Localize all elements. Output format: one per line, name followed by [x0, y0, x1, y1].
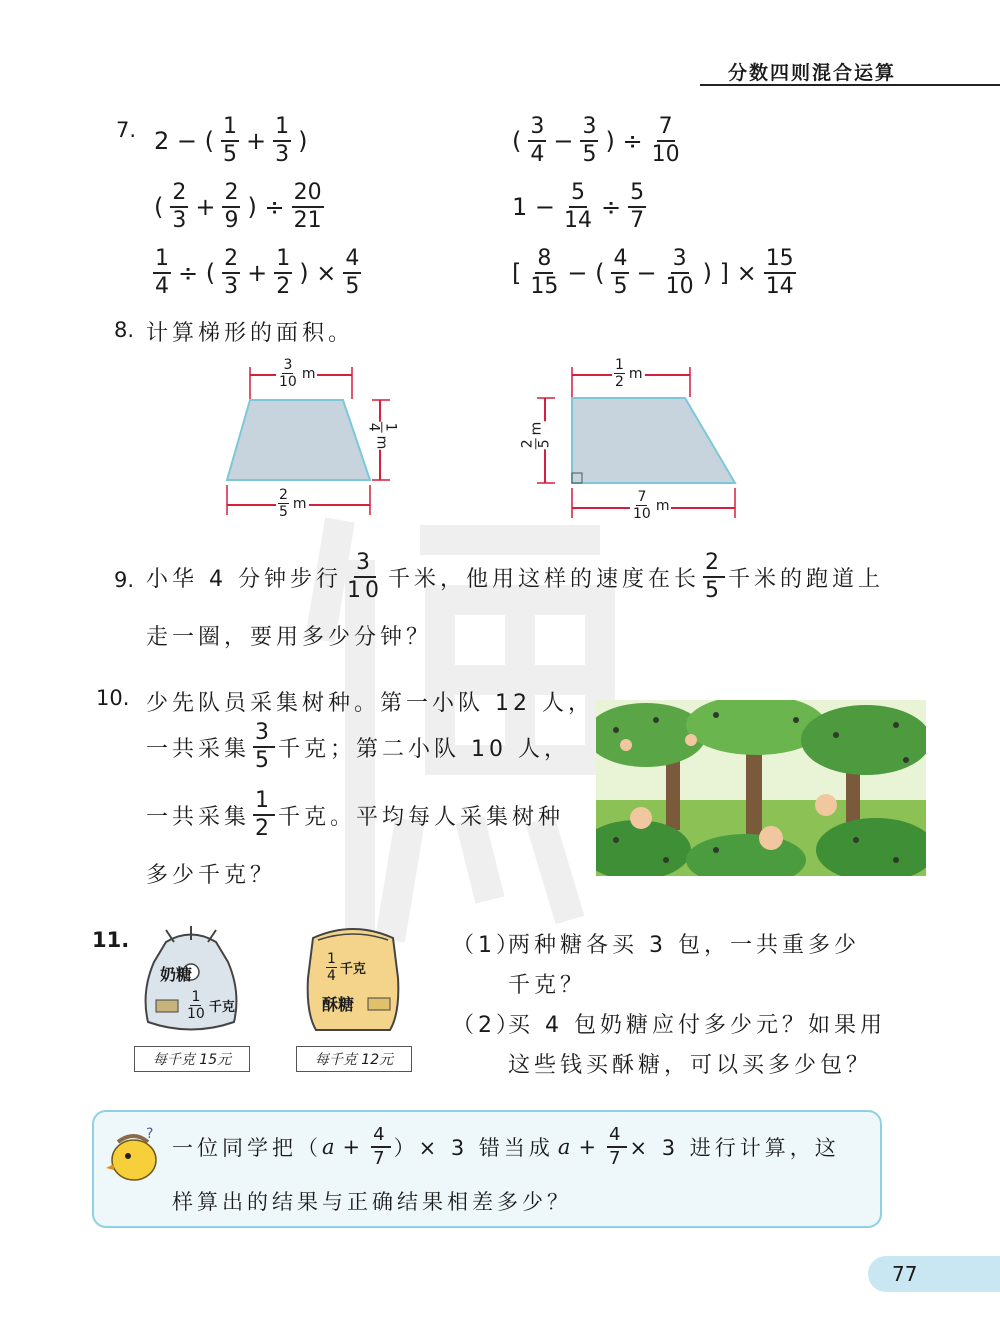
q9-line1: 小华 4 分钟步行 $\frac{3}{10}$ 千米，他用这样的速度在长 $\frac{2}{5}$ 千米的跑道上 [146, 550, 885, 603]
trap2-height-label: 2 5 m [519, 421, 553, 449]
q10-line4: 多少千克？ [146, 863, 277, 888]
chick-mascot-icon [104, 1124, 164, 1184]
tip-line1: 一位同学把（ a + $\frac{4}{7}$ ）× 3 错当成 a + $\frac{4}{7}$ × 3 进行计算，这 [172, 1124, 840, 1169]
q11-sub2-label: （2） [452, 1013, 522, 1038]
q7-left-expr-2: ( $\frac{2}{3}$ + $\frac{2}{9}$ ) ÷ $\frac{20}{21}$ [154, 180, 322, 233]
q11-sub2-line2: 这些钱买酥糖，可以买多少包？ [508, 1053, 873, 1078]
q7-number: 7. [116, 118, 137, 142]
trap2-top-label: $\frac{1}{2}$ m [612, 358, 645, 389]
q10-number: 10. [96, 686, 130, 710]
q10-line1: 少先队员采集树种。第一小队 12 人， [146, 691, 594, 716]
q7-left-expr-3: $\frac{1}{4}$ ÷ ( $\frac{2}{3}$ + $\frac{1}{2}$ ) × $\frac{4}{5}$ [155, 246, 360, 299]
page-number: 77 [868, 1256, 1000, 1292]
q8-number: 8. [114, 318, 135, 342]
bag1-name: 奶糖 [160, 965, 193, 984]
bag2-price-tag: 每千克 12元 [296, 1046, 412, 1072]
q11-sub1-line2: 千克？ [508, 973, 587, 998]
forest-illustration [596, 700, 926, 876]
chapter-title: 分数四则混合运算 [728, 62, 897, 84]
q7-left-column [150, 108, 364, 306]
trapezoid-1-shape [227, 400, 370, 480]
q11-sub1-label: （1） [452, 933, 522, 958]
trap1-top-label: $\frac{3}{10}$ m [276, 358, 317, 389]
q7-right-expr-2: 1 − $\frac{5}{14}$ ÷ $\frac{5}{7}$ [512, 180, 645, 233]
header-rule [700, 84, 1000, 86]
q7-left-expr-1: 2 − ( $\frac{1}{5}$ + $\frac{1}{3}$ ) [154, 114, 308, 167]
trap1-height-label: 1 4 m [365, 422, 399, 450]
tip-line2: 样算出的结果与正确结果相差多少？ [172, 1190, 572, 1214]
q9-line2: 走一圈，要用多少分钟？ [146, 625, 433, 650]
trap1-bottom-label: $\frac{2}{5}$ m [276, 488, 309, 519]
bag1-weight: $\frac{1}{10}$ 千克 [187, 989, 235, 1022]
q11-number: 11. [92, 928, 130, 952]
bag1-price-tag: 每千克 15元 [134, 1046, 250, 1072]
bag2-name: 酥糖 [322, 995, 355, 1014]
q7-right-column [508, 108, 799, 306]
q8-text: 计算梯形的面积。 [146, 321, 355, 346]
q9-number: 9. [114, 568, 135, 592]
q11-sub1-line1: 两种糖各买 3 包，一共重多少 [508, 933, 860, 958]
bag2-weight: $\frac{1}{4}$ 千克 [327, 951, 366, 984]
q11-sub2-line1: 买 4 包奶糖应付多少元？如果用 [508, 1013, 886, 1038]
trapezoid-2-shape [572, 398, 735, 483]
q10-line2: 一共采集 $\frac{3}{5}$ 千克；第二小队 10 人， [146, 720, 570, 773]
q7-right-expr-1: ( $\frac{3}{4}$ − $\frac{3}{5}$ ) ÷ $\frac{7}{10}$ [512, 114, 680, 167]
trap2-bottom-label: $\frac{7}{10}$ m [630, 490, 671, 521]
q10-line3: 一共采集 $\frac{1}{2}$ 千克。平均每人采集树种 [146, 788, 565, 841]
svg-text:?: ? [146, 1126, 154, 1142]
q7-right-expr-3: [ $\frac{8}{15}$ − ( $\frac{4}{5}$ − $\frac{3}{10}$ ) ] × $\frac{15}{14}$ [512, 246, 794, 299]
